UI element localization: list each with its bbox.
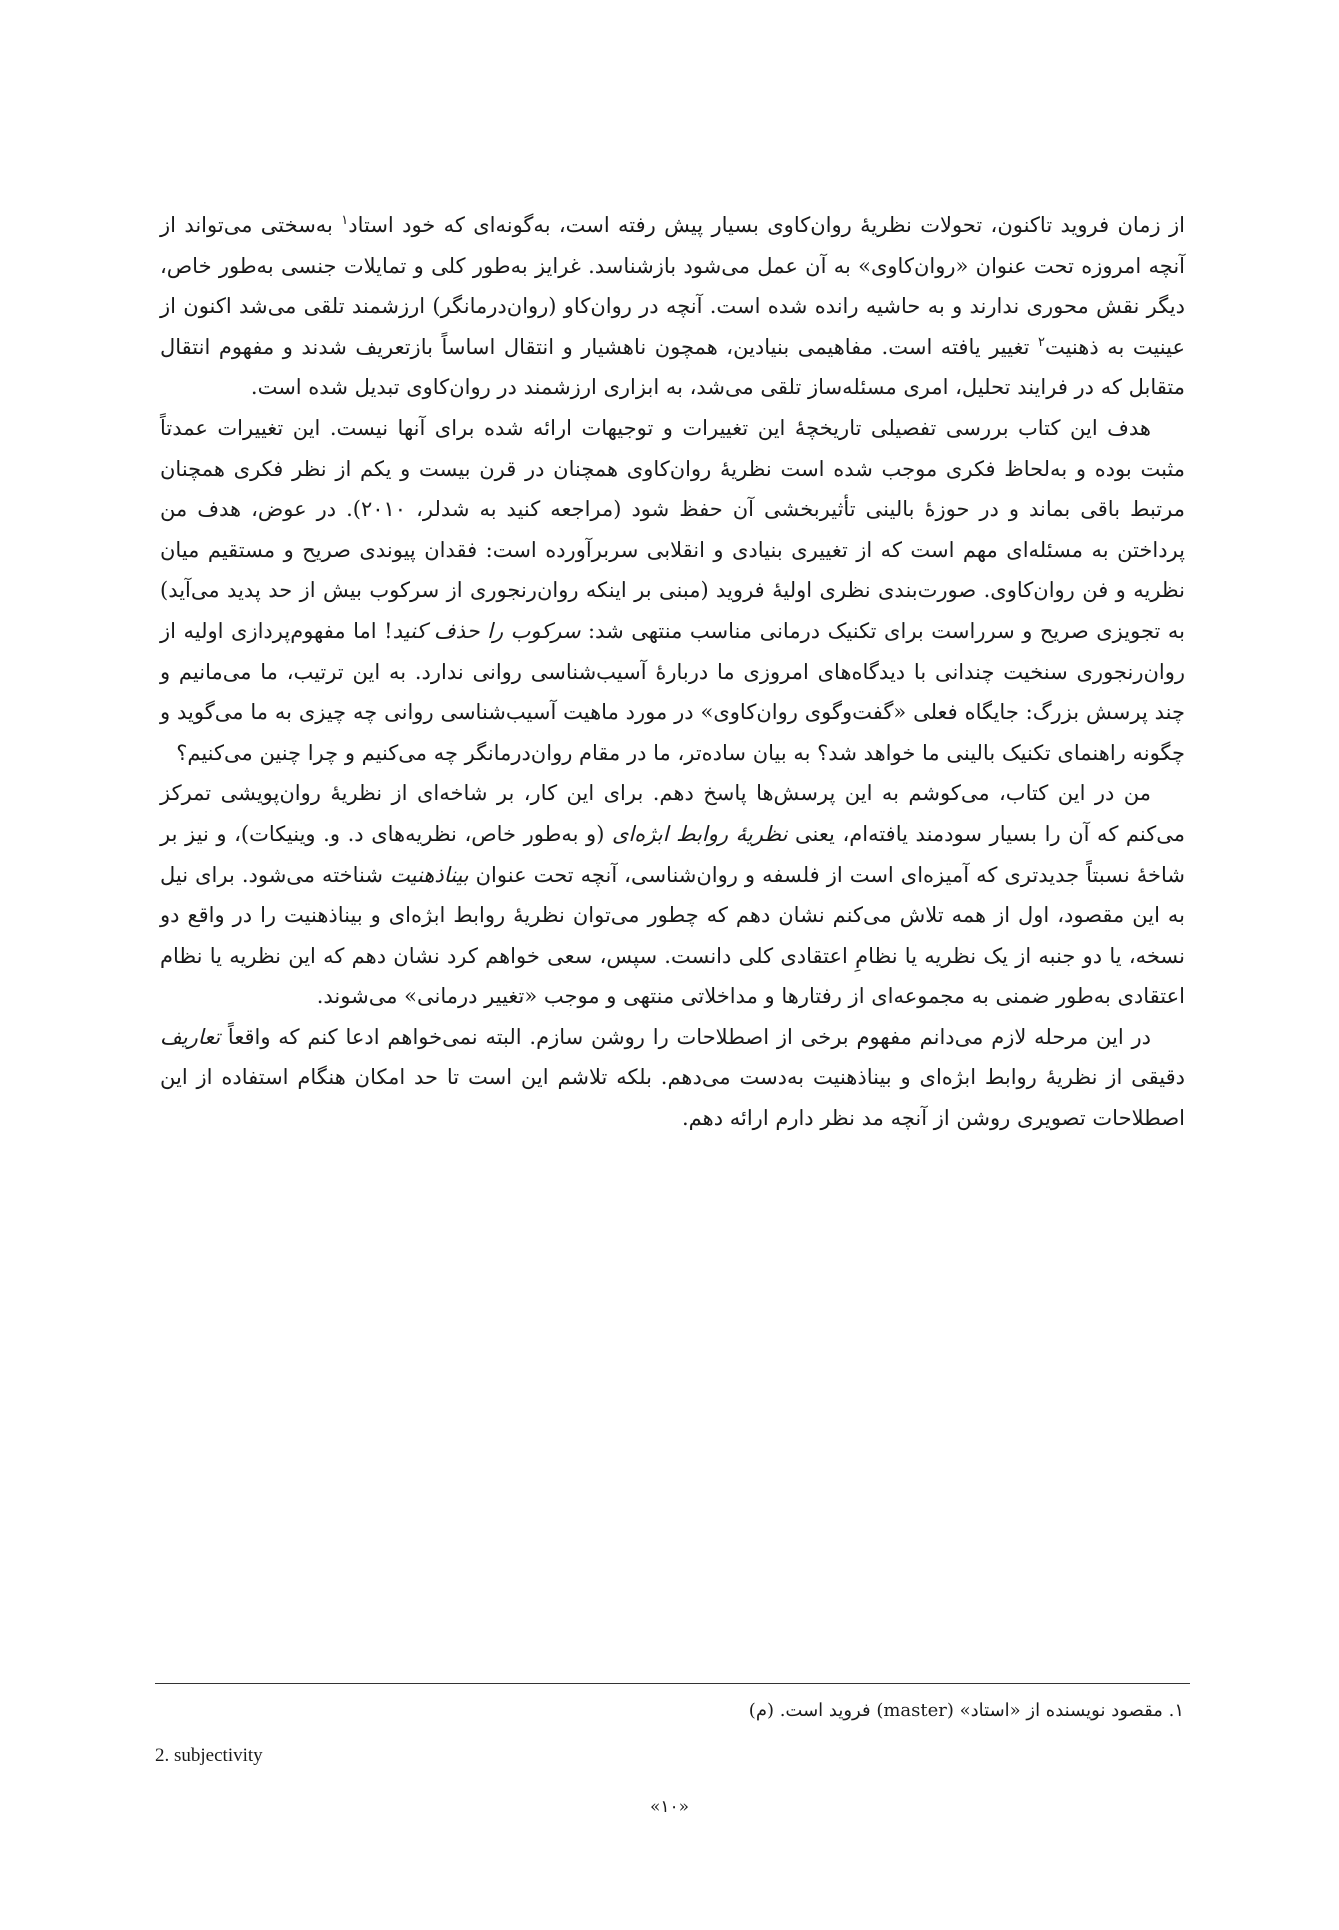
paragraph-2-italic: سرکوب را حذف کنید	[392, 618, 581, 643]
paragraph-4-part-b: دقیقی از نظریهٔ روابط ابژه‌ای و بیناذهنیت به‌دست می‌دهم. بلکه تلاشم این است تا حد امکان هنگام استفاده از این اصطلاحات تصویری روشن از آنچه مد نظر دارم ارائه دهم.	[160, 1065, 1185, 1131]
footnote-ref-1[interactable]: ۱	[341, 213, 349, 228]
paragraph-2-part-a: هدف این کتاب بررسی تفصیلی تاریخچهٔ این تغییرات و توجیهات ارائه شده برای آنها نیست. این تغییرات عمدتاً مثبت بوده و به‌لحاظ فکری موجب شده است نظریهٔ روان‌کاوی همچنان در قرن بیست و یکم از نظر فکری همچنان مرتبط باقی بماند و در حوزهٔ بالینی تأثیربخشی آن حفظ شود (مراجعه کنید به شدلر، ۲۰۱۰). در عوض، هدف من پرداختن به مسئله‌ای مهم است که از تغییری بنیادی و انقلابی سربرآورده است: فقدان پیوندی صریح و مستقیم میان نظریه و فن روان‌کاوی. صورت‌بندی نظری اولیهٔ فروید (مبنی بر اینکه روان‌رنجوری از سرکوب بیش از حد پدید می‌آید) به تجویزی صریح و سرراست برای تکنیک درمانی مناسب منتهی شد:	[160, 415, 1185, 643]
paragraph-1-part-a: از زمان فروید تاکنون، تحولات نظریهٔ روان‌کاوی بسیار پیش رفته است، به‌گونه‌ای که خود استاد	[348, 213, 1186, 237]
paragraph-3-part-b: (و به‌طور خاص، نظریه‌های د. و. وینیکات)، و نیز بر شاخهٔ نسبتاً جدیدتری که آمیزه‌ای است از فلسفه و روان‌شناسی، آنچه تحت عنوان	[160, 821, 1185, 887]
footnote-ref-2[interactable]: ۲	[1037, 334, 1045, 350]
paragraph-2-part-b: ! اما مفهوم‌پردازی اولیه از روان‌رنجوری سنخیت چندانی با دیدگاه‌های امروزی ما دربارهٔ آسیب‌شناسی روانی ندارد. به این ترتیب، ما می‌مانیم و چند پرسش بزرگ: جایگاه فعلی «گفت‌وگوی روان‌کاوی» در مورد ماهیت آسیب‌شناسی روانی چه چیزی به ما می‌گوید و چگونه راهنمای تکنیک بالینی ما خواهد شد؟ به بیان ساده‌تر، ما در مقام روان‌درمانگر چه می‌کنیم و چرا چنین می‌کنیم؟	[160, 618, 1185, 765]
body-text	[160, 205, 1185, 1139]
paragraph-1-part-b: به‌سختی می‌تواند از آنچه امروزه تحت عنوان «روان‌کاوی» به آن عمل می‌شود بازشناسد. غرایز به‌طور کلی و تمایلات جنسی به‌طور خاص، دیگر نقش محوری ندارند و به حاشیه رانده شده است. آنچه در روان‌کاو (روان‌درمانگر) ارزشمند تلقی می‌شد اکنون از عینیت به ذهنیت	[160, 213, 1185, 359]
paragraph-2	[160, 408, 1185, 773]
paragraph-4-part-a: در این مرحله لازم می‌دانم مفهوم برخی از اصطلاحات را روشن سازم. البته نمی‌خواهم ادعا کنم که واقعاً	[220, 1024, 1151, 1049]
paragraph-4-italic: تعاریف	[160, 1024, 221, 1049]
paragraph-3-part-c: شناخته می‌شود. برای نیل به این مقصود، اول از همه تلاش می‌کنم نشان دهم که چطور می‌توان نظریهٔ روابط ابژه‌ای و بیناذهنیت را در واقع دو نسخه، یا دو جنبه از یک نظریه یا نظامِ اعتقادی کلی دانست. سپس، سعی خواهم کرد نشان دهم که این نظریه یا نظام اعتقادی به‌طور ضمنی به مجموعه‌ای از رفتارها و مداخلاتی منتهی و موجب «تغییر درمانی» می‌شوند.	[160, 862, 1185, 1009]
paragraph-3-part-a: من در این کتاب، می‌کوشم به این پرسش‌ها پاسخ دهم. برای این کار، بر شاخه‌ای از نظریهٔ روان‌پویشی تمرکز می‌کنم که آن را بسیار سودمند یافته‌ام، یعنی	[160, 781, 1185, 846]
paragraph-1-part-c: تغییر یافته است. مفاهیمی بنیادین، همچون ناهشیار و انتقال اساساً بازتعریف شدند و مفهوم انتقال متقابل که در فرایند تحلیل، امری مسئله‌ساز تلقی می‌شد، به ابزاری ارزشمند در روان‌کاوی تبدیل شده است.	[160, 334, 1185, 400]
paragraph-3	[160, 773, 1185, 1017]
paragraph-3-italic-2: بیناذهنیت	[389, 862, 469, 887]
footnote-1: ۱. مقصود نویسنده از «استاد» (master) فروید است. (م)	[748, 1700, 1184, 1721]
paragraph-3-italic-1: نظریهٔ روابط ابژه‌ای	[612, 821, 788, 846]
page-number: «۱۰»	[649, 1797, 690, 1817]
footnote-separator	[155, 1683, 1190, 1684]
paragraph-1	[160, 205, 1185, 408]
paragraph-4	[160, 1017, 1185, 1139]
footnote-2: 2. subjectivity	[155, 1745, 263, 1766]
